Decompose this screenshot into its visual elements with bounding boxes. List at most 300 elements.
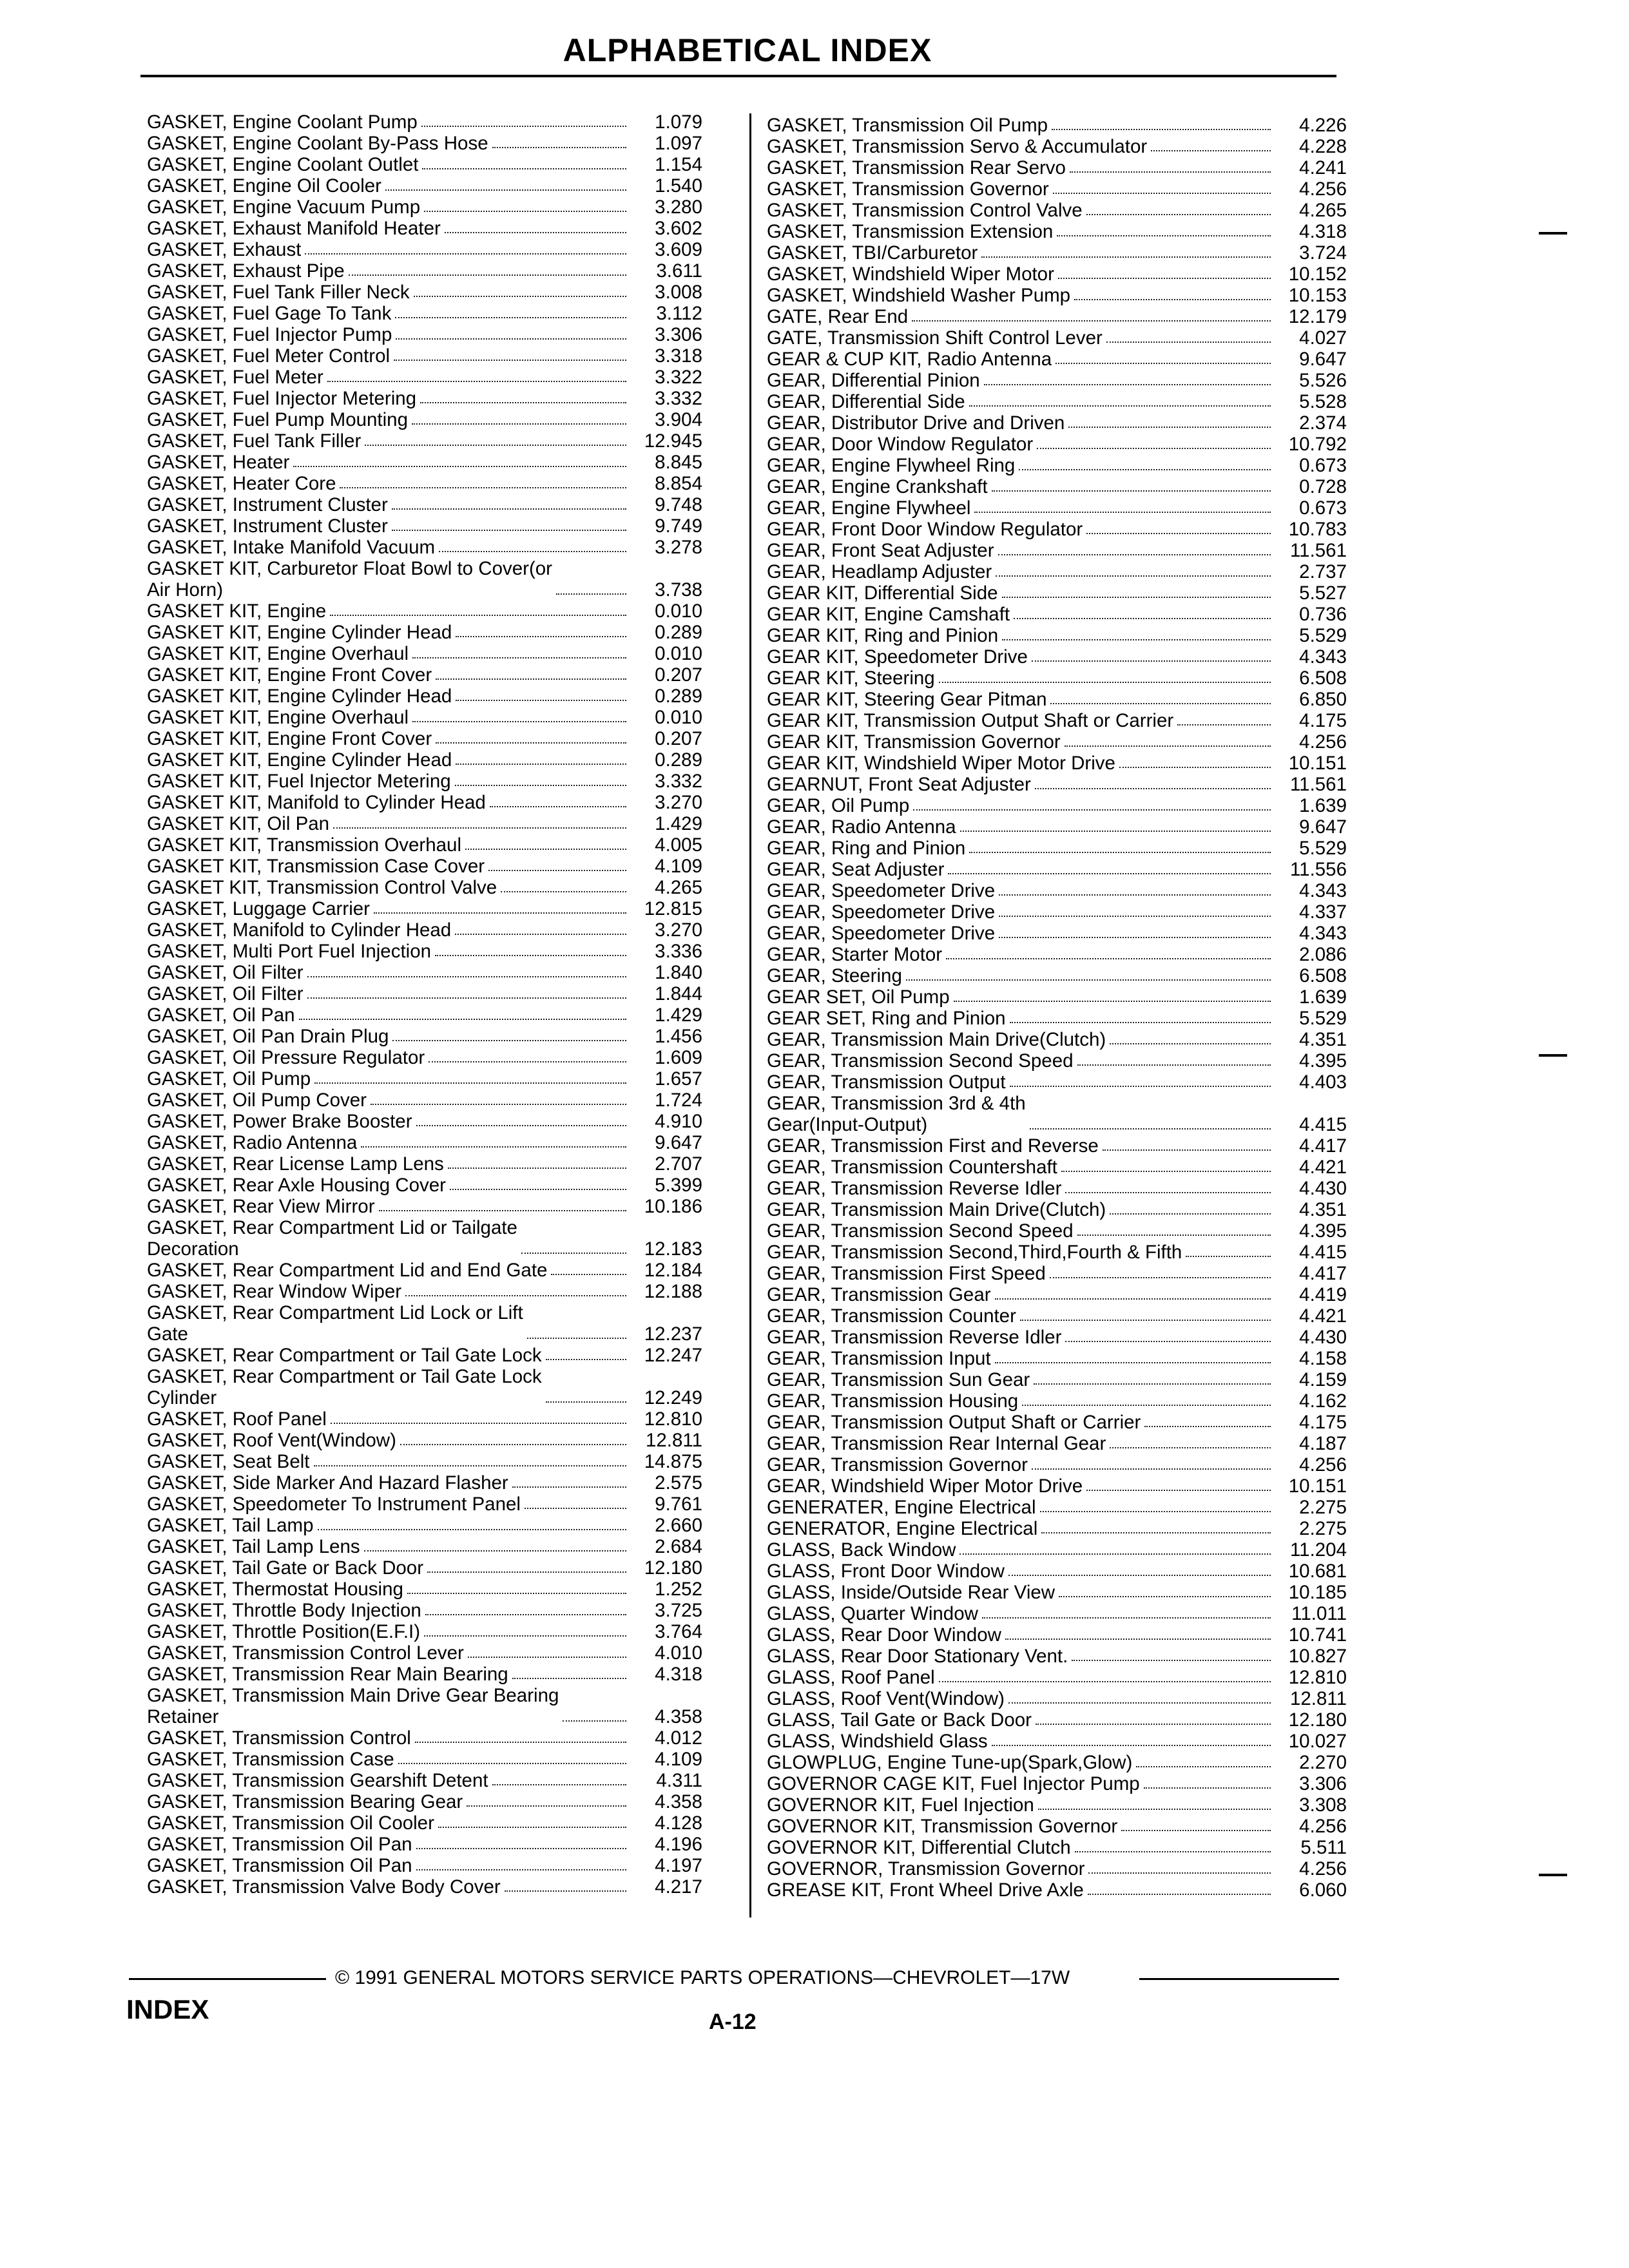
entry-label: GEAR KIT, Ring and Pinion [767,625,999,646]
entry-label: GASKET KIT, Transmission Control Valve [147,877,497,898]
entry-label: GASKET, Oil Pump [147,1068,311,1090]
entry-label: GASKET, Transmission Valve Body Cover [147,1876,501,1898]
entry-page-ref: 1.639 [1299,986,1347,1008]
entry-page-ref: 10.186 [644,1196,702,1217]
index-entry [767,795,1347,816]
entry-label: GASKET, Thermostat Housing [147,1579,403,1600]
index-entry [147,452,702,473]
entry-page-ref: 0.289 [655,749,702,771]
entry-page-ref: 12.184 [644,1260,702,1281]
index-entry [147,1621,702,1642]
entry-label: GREASE KIT, Front Wheel Drive Axle [767,1879,1084,1901]
entry-page-ref: 12.815 [644,898,702,919]
entry-label: GASKET, Rear Compartment Lid Lock or Lift Gate [147,1302,523,1345]
index-entry [767,1284,1347,1305]
entry-page-ref: 2.270 [1299,1752,1347,1773]
dot-leader [405,1294,626,1296]
entry-page-ref: 3.318 [655,345,702,367]
entry-page-ref: 4.158 [1299,1348,1347,1369]
entry-label: GATE, Rear End [767,306,909,327]
entry-page-ref: 4.005 [655,834,702,856]
index-entry [767,519,1347,540]
entry-label: GASKET, Throttle Body Injection [147,1600,421,1621]
entry-label: GEAR KIT, Transmission Output Shaft or Carrier [767,710,1174,731]
entry-label: GASKET, Manifold to Cylinder Head [147,919,452,941]
index-entry [147,1494,702,1515]
index-entry [767,1369,1347,1390]
entry-page-ref: 4.417 [1299,1263,1347,1284]
entry-page-ref: 3.904 [655,409,702,430]
dot-leader [438,1826,626,1828]
entry-page-ref: 4.430 [1299,1178,1347,1199]
entry-page-ref: 1.252 [655,1579,702,1600]
entry-label: GASKET, Transmission Governor [767,178,1049,200]
entry-label: GASKET, Engine Coolant Outlet [147,154,419,175]
entry-label: GASKET, Rear Compartment Lid and End Gate [147,1260,548,1281]
dot-leader [1014,617,1271,619]
entry-label: GLASS, Quarter Window [767,1603,978,1624]
entry-label: GASKET KIT, Fuel Injector Metering [147,771,451,792]
entry-label: GASKET KIT, Oil Pan [147,813,330,834]
entry-page-ref: 0.010 [655,643,702,664]
entry-label: GASKET, Rear Axle Housing Cover [147,1175,447,1196]
entry-page-ref: 4.109 [655,856,702,877]
index-entry [147,1302,702,1345]
entry-label: GASKET, Fuel Meter [147,367,323,388]
dot-leader [984,383,1271,385]
dot-leader [422,168,626,169]
entry-label: GASKET KIT, Engine Overhaul [147,643,409,664]
dot-leader [394,359,626,361]
index-entry [767,434,1347,455]
entry-label: GASKET, Roof Panel [147,1408,327,1430]
dot-leader [999,894,1271,896]
dot-leader [331,1422,626,1424]
dot-leader [407,1592,626,1594]
entry-label: GASKET, Engine Vacuum Pump [147,197,421,218]
entry-label: GEAR, Seat Adjuster [767,859,945,880]
entry-label: GASKET, Roof Vent(Window) [147,1430,396,1451]
entry-label: GLASS, Front Door Window [767,1561,1005,1582]
dot-leader [392,529,626,531]
entry-page-ref: 5.511 [1300,1837,1347,1858]
index-entry [767,1348,1347,1369]
entry-page-ref: 11.204 [1289,1539,1347,1561]
index-entry [147,813,702,834]
dot-leader [1106,341,1271,343]
index-entry [147,1111,702,1132]
entry-page-ref: 4.318 [1299,221,1347,242]
entry-page-ref: 14.875 [644,1451,702,1472]
dot-leader [1057,235,1271,236]
dot-leader [455,784,626,786]
index-entry [147,1600,702,1621]
dot-leader [546,1401,626,1403]
entry-page-ref: 4.421 [1299,1157,1347,1178]
dot-leader [490,805,626,807]
dot-leader [307,975,626,977]
left-index-column [147,111,702,1898]
entry-label: GENERATOR, Engine Electrical [767,1518,1038,1539]
dot-leader [1086,532,1271,534]
dot-leader [395,316,626,318]
entry-label: GEAR, Speedometer Drive [767,923,996,944]
index-entry [147,1855,702,1876]
column-divider [749,113,751,1917]
entry-page-ref: 4.351 [1299,1199,1347,1220]
index-entry [767,1709,1347,1731]
index-entry [767,1582,1347,1603]
entry-label: GOVERNOR KIT, Differential Clutch [767,1837,1071,1858]
index-entry [767,1242,1347,1263]
entry-label: GASKET, Transmission Extension [767,221,1054,242]
entry-label: GASKET, Exhaust Manifold Heater [147,218,441,239]
index-entry [767,859,1347,880]
entry-page-ref: 2.660 [655,1515,702,1536]
dot-leader [421,125,626,127]
dot-leader [1144,1425,1271,1427]
title-rule [140,75,1336,77]
entry-page-ref: 4.010 [655,1642,702,1664]
entry-page-ref: 2.707 [655,1153,702,1175]
entry-label: GASKET, Tail Lamp Lens [147,1536,360,1557]
dot-leader [999,936,1271,938]
dot-leader [365,444,626,446]
dot-leader [946,957,1271,959]
index-entry [767,1072,1347,1093]
index-entry [767,1050,1347,1072]
index-entry [147,1026,702,1047]
index-entry [767,944,1347,965]
index-entry [767,1093,1347,1135]
index-entry [767,1539,1347,1561]
entry-label: GEAR, Headlamp Adjuster [767,561,992,582]
entry-page-ref: 4.343 [1299,923,1347,944]
entry-page-ref: 0.010 [655,707,702,728]
entry-page-ref: 3.306 [1299,1773,1347,1794]
index-entry [767,306,1347,327]
entry-label: GASKET, Transmission Bearing Gear [147,1791,463,1812]
index-entry [147,1642,702,1664]
index-entry [767,668,1347,689]
index-entry [767,1433,1347,1454]
dot-leader [551,1273,626,1275]
entry-page-ref: 4.311 [656,1770,702,1791]
dot-leader [992,490,1271,492]
index-entry [767,1752,1347,1773]
footer-rule-left [129,1978,326,1980]
dot-leader [1144,1787,1271,1789]
footer-rule-right [1139,1978,1339,1980]
dot-leader [1103,1149,1271,1151]
entry-label: GEAR, Windshield Wiper Motor Drive [767,1475,1083,1497]
index-entry [767,1263,1347,1284]
entry-label: GASKET KIT, Transmission Case Cover [147,856,485,877]
entry-page-ref: 2.275 [1299,1518,1347,1539]
dot-leader [416,1124,626,1126]
index-entry [767,816,1347,838]
index-entry [767,986,1347,1008]
entry-label: GEAR, Transmission Rear Internal Gear [767,1433,1106,1454]
entry-label: GEAR KIT, Steering [767,668,935,689]
index-entry [767,1518,1347,1539]
entry-page-ref: 11.011 [1291,1603,1347,1624]
entry-label: GASKET KIT, Engine Cylinder Head [147,749,452,771]
margin-mark [1539,1874,1567,1876]
entry-page-ref: 9.748 [655,494,702,515]
dot-leader [1034,1383,1271,1385]
index-entry [147,1834,702,1855]
entry-label: GASKET, Transmission Servo & Accumulator [767,136,1148,157]
entry-label: GASKET, Oil Pan [147,1004,295,1026]
dot-leader [1110,1446,1271,1448]
index-entry [147,154,702,175]
entry-page-ref: 10.151 [1288,1475,1347,1497]
dot-leader [416,1869,626,1870]
entry-label: GASKET, Fuel Injector Metering [147,388,417,409]
entry-page-ref: 10.783 [1288,519,1347,540]
dot-leader [400,1443,626,1445]
index-entry [147,473,702,494]
index-entry [147,1068,702,1090]
dot-leader [995,1298,1271,1300]
index-entry [767,264,1347,285]
entry-label: GEAR, Engine Flywheel Ring [767,455,1016,476]
index-entry [147,1515,702,1536]
entry-label: GLASS, Rear Door Stationary Vent. [767,1646,1068,1667]
entry-page-ref: 1.657 [655,1068,702,1090]
entry-label: GASKET, Fuel Tank Filler [147,430,361,452]
entry-page-ref: 10.151 [1288,753,1347,774]
dot-leader [1041,1532,1271,1533]
entry-page-ref: 0.207 [655,664,702,686]
dot-leader [1074,298,1271,300]
dot-leader [1077,1064,1271,1066]
entry-page-ref: 4.196 [655,1834,702,1855]
entry-page-ref: 0.673 [1299,497,1347,519]
index-entry [147,133,702,154]
entry-page-ref: 4.217 [655,1876,702,1898]
entry-label: GLASS, Rear Door Window [767,1624,1001,1646]
entry-label: GEAR SET, Ring and Pinion [767,1008,1006,1029]
index-entry [147,856,702,877]
entry-page-ref: 1.429 [655,813,702,834]
entry-page-ref: 4.318 [655,1664,702,1685]
entry-label: GEAR, Transmission Gear [767,1284,991,1305]
index-entry [767,157,1347,178]
dot-leader [1005,1638,1271,1640]
index-entry [147,1727,702,1749]
dot-leader [427,1571,626,1573]
index-entry [767,497,1347,519]
index-entry [147,303,702,324]
entry-label: GASKET, Radio Antenna [147,1132,358,1153]
entry-page-ref: 4.159 [1299,1369,1347,1390]
entry-label: GEAR, Engine Flywheel [767,497,971,519]
entry-label: GEAR, Starter Motor [767,944,943,965]
index-entry [147,749,702,771]
entry-label: GOVERNOR KIT, Fuel Injection [767,1794,1034,1816]
entry-page-ref: 3.306 [655,324,702,345]
dot-leader [912,320,1271,322]
entry-page-ref: 4.162 [1299,1390,1347,1412]
dot-leader [392,508,626,510]
dot-leader [954,1000,1271,1002]
entry-label: GLASS, Inside/Outside Rear View [767,1582,1055,1603]
dot-leader [1020,1319,1271,1321]
entry-label: GASKET, Windshield Wiper Motor [767,264,1054,285]
dot-leader [1068,426,1271,428]
dot-leader [436,742,626,744]
dot-leader [425,1613,626,1615]
dot-leader [1059,1595,1271,1597]
index-entry [767,1816,1347,1837]
index-entry [767,710,1347,731]
entry-page-ref: 5.526 [1299,370,1347,391]
dot-leader [330,614,626,616]
dot-leader [501,890,626,892]
dot-leader [448,1167,626,1169]
entry-page-ref: 2.086 [1299,944,1347,965]
index-entry [767,625,1347,646]
entry-label: GASKET, Tail Lamp [147,1515,314,1536]
dot-leader [1002,596,1271,598]
entry-page-ref: 4.421 [1299,1305,1347,1327]
entry-page-ref: 10.827 [1288,1646,1347,1667]
entry-page-ref: 4.012 [655,1727,702,1749]
entry-label: GOVERNOR KIT, Transmission Governor [767,1816,1118,1837]
dot-leader [1019,468,1271,470]
entry-page-ref: 6.508 [1299,668,1347,689]
index-entry [147,1770,702,1791]
copyright-notice: © 1991 GENERAL MOTORS SERVICE PARTS OPERATIONS—CHEVROLET—17W [335,1967,1070,1988]
dot-leader [1050,702,1271,704]
entry-page-ref: 6.850 [1299,689,1347,710]
entry-label: GASKET, Rear Compartment or Tail Gate Lock Cylinder [147,1366,542,1408]
entry-label: GASKET KIT, Engine Cylinder Head [147,686,452,707]
index-entry [147,1408,702,1430]
index-entry [767,1475,1347,1497]
entry-label: GASKET, Rear Window Wiper [147,1281,402,1302]
dot-leader [1050,1276,1271,1278]
entry-page-ref: 3.270 [655,919,702,941]
entry-label: GEAR, Transmission Main Drive(Clutch) [767,1199,1106,1220]
entry-page-ref: 3.609 [655,239,702,260]
entry-label: GASKET, Oil Filter [147,962,304,983]
entry-label: GASKET, Speedometer To Instrument Panel [147,1494,521,1515]
entry-label: GEAR & CUP KIT, Radio Antenna [767,349,1052,370]
entry-label: GASKET, Oil Pan Drain Plug [147,1026,389,1047]
entry-page-ref: 10.185 [1288,1582,1347,1603]
entry-label: GASKET, Heater [147,452,290,473]
index-entry [767,1199,1347,1220]
entry-page-ref: 6.508 [1299,965,1347,986]
entry-label: GASKET, Oil Filter [147,983,304,1004]
dot-leader [412,720,626,722]
dot-leader [414,295,626,297]
dot-leader [364,1550,626,1552]
dot-leader [998,553,1271,555]
index-entry [767,1837,1347,1858]
margin-mark [1539,232,1567,235]
dot-leader [396,338,626,340]
dot-leader [1072,1659,1271,1661]
entry-page-ref: 12.247 [644,1345,702,1366]
entry-page-ref: 12.180 [1288,1709,1347,1731]
dot-leader [1032,1468,1271,1470]
entry-page-ref: 4.256 [1299,1816,1347,1837]
entry-label: GOVERNOR CAGE KIT, Fuel Injector Pump [767,1773,1140,1794]
entry-label: GEAR, Distributor Drive and Driven [767,412,1065,434]
entry-label: GASKET, Transmission Oil Pan [147,1855,412,1876]
index-entry [147,1196,702,1217]
index-entry [767,285,1347,306]
entry-page-ref: 4.027 [1299,327,1347,349]
index-entry [767,242,1347,264]
dot-leader [939,681,1271,683]
dot-leader [293,465,626,467]
dot-leader [1030,1128,1271,1129]
entry-page-ref: 2.684 [655,1536,702,1557]
entry-page-ref: 12.188 [644,1281,702,1302]
entry-page-ref: 5.399 [655,1175,702,1196]
entry-label: GASKET, Oil Pressure Regulator [147,1047,425,1068]
entry-label: GEAR, Speedometer Drive [767,901,996,923]
index-entry [767,1794,1347,1816]
index-entry [767,1731,1347,1752]
dot-leader [1070,171,1271,173]
index-entry [767,1327,1347,1348]
entry-label: GASKET, Transmission Oil Pan [147,1834,412,1855]
entry-label: GASKET, Fuel Gage To Tank [147,303,392,324]
entry-page-ref: 1.456 [655,1026,702,1047]
entry-label: GASKET, Transmission Control [147,1727,411,1749]
index-entry [147,1812,702,1834]
index-entry [767,1561,1347,1582]
index-entry [767,774,1347,795]
entry-label: GLASS, Windshield Glass [767,1731,988,1752]
dot-leader [959,1553,1271,1555]
dot-leader [546,1358,626,1360]
entry-page-ref: 4.351 [1299,1029,1347,1050]
dot-leader [556,593,626,595]
entry-label: GASKET KIT, Engine Front Cover [147,728,432,749]
index-entry [767,582,1347,604]
index-entry [767,1178,1347,1199]
index-entry [767,1773,1347,1794]
entry-page-ref: 12.249 [644,1387,702,1408]
entry-label: GLASS, Back Window [767,1539,956,1561]
dot-leader [1065,1191,1271,1193]
entry-page-ref: 8.845 [655,452,702,473]
dot-leader [333,827,626,829]
entry-label: GASKET KIT, Engine Front Cover [147,664,432,686]
entry-page-ref: 4.343 [1299,646,1347,668]
entry-label: GEAR, Ring and Pinion [767,838,966,859]
entry-label: GEAR, Engine Crankshaft [767,476,988,497]
entry-page-ref: 4.265 [1299,200,1347,221]
dot-leader [314,1465,626,1466]
entry-page-ref: 1.609 [655,1047,702,1068]
index-entry [767,1135,1347,1157]
dot-leader [424,1635,626,1637]
entry-label: GASKET KIT, Engine Overhaul [147,707,409,728]
entry-label: GEAR KIT, Speedometer Drive [767,646,1028,668]
dot-leader [995,1361,1271,1363]
dot-leader [1088,1872,1271,1874]
entry-page-ref: 5.529 [1299,1008,1347,1029]
dot-leader [305,253,626,255]
